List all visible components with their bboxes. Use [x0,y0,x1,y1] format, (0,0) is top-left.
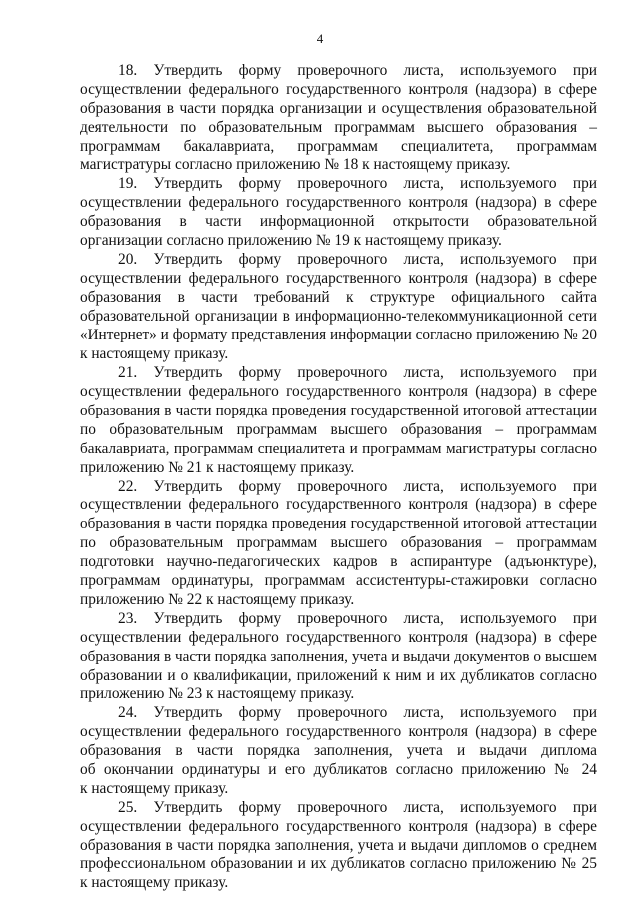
text-line: организации согласно приложению № 19 к настоящему приказу. [80,232,502,250]
text-line: к настоящему приказу. [80,874,229,892]
text-line: профессиональном образовании и их дубликатов согласно приложению № 25 [80,855,597,873]
text-line: образовании и о квалификации, приложений к ним и их дубликатов согласно [80,666,597,684]
text-line: по образовательным программам высшего образования – программам [80,420,597,438]
text-line: приложению № 22 к настоящему приказу. [80,590,355,608]
text-line: образования в части информационной открытости образовательной [80,213,597,231]
text-line: приложению № 21 к настоящему приказу. [80,458,355,476]
text-line: программам бакалавриата, программам специалитета, программам [80,137,597,155]
text-line: образования в части требований к структуре официального сайта [80,288,597,306]
paragraph-19 [80,175,597,251]
paragraph-20 [80,251,597,364]
text-line: образования в части порядка заполнения, учета и выдачи диплома [80,742,597,760]
text-line: образования в части порядка организации и осуществления образовательной [80,99,597,117]
text-line: 18. Утвердить форму проверочного листа, используемого при [118,62,597,79]
paragraph-23 [80,610,597,704]
text-line: 24. Утвердить форму проверочного листа, используемого при [118,704,597,722]
text-line: 20. Утвердить форму проверочного листа, используемого при [118,250,597,268]
paragraph-21 [80,364,597,477]
text-line: осуществлении федерального государственного контроля (надзора) в сфере [80,194,597,212]
text-line: осуществлении федерального государственного контроля (надзора) в сфере [80,383,597,401]
text-line: «Интернет» и формату представления информации согласно приложению № 20 [80,326,597,344]
text-line: образовательной организации в информационно-телекоммуникационной сети [80,307,597,325]
text-line: образования в части порядка проведения государственной итоговой аттестации [80,515,597,533]
text-line: осуществлении федерального государственного контроля (надзора) в сфере [80,496,597,514]
text-line: образования в части порядка заполнения, учета и выдачи дипломов о среднем [80,836,597,854]
paragraph-18 [80,62,597,175]
paragraph-22 [80,478,597,610]
document-body [80,62,597,893]
text-line: 25. Утвердить форму проверочного листа, используемого при [118,798,597,816]
text-line: программам ординатуры, программам ассистентуры-стажировки согласно [80,572,597,590]
text-line: 23. Утвердить форму проверочного листа, используемого при [118,609,597,627]
text-line: осуществлении федерального государственного контроля (надзора) в сфере [80,817,597,835]
text-line: об окончании ординатуры и его дубликатов согласно приложению № 24 [80,760,597,778]
text-line: магистратуры согласно приложению № 18 к настоящему приказу. [80,156,511,174]
paragraph-25 [80,799,597,893]
page-number: 4 [316,31,324,46]
text-line: осуществлении федерального государственного контроля (надзора) в сфере [80,723,597,741]
text-line: к настоящему приказу. [80,779,229,797]
text-line: образования в части порядка заполнения, учета и выдачи документов о высшем [80,647,597,665]
text-line: по образовательным программам высшего образования – программам [80,534,597,552]
text-line: 21. Утвердить форму проверочного листа, используемого при [118,364,597,382]
text-line: деятельности по образовательным программам высшего образования – [80,118,597,136]
text-line: приложению № 23 к настоящему приказу. [80,685,355,703]
text-line: образования в части порядка проведения государственной итоговой аттестации [80,402,597,420]
text-line: к настоящему приказу. [80,345,229,363]
text-line: 22. Утвердить форму проверочного листа, используемого при [118,477,597,495]
text-line: осуществлении федерального государственного контроля (надзора) в сфере [80,80,597,98]
text-line: осуществлении федерального государственного контроля (надзора) в сфере [80,628,597,646]
paragraph-24 [80,704,597,798]
text-line: подготовки научно-педагогических кадров в аспирантуре (адъюнктуре), [80,553,597,571]
text-line: осуществлении федерального государственного контроля (надзора) в сфере [80,269,597,287]
text-line: бакалавриата, программам специалитета и программам магистратуры согласно [80,439,597,457]
text-line: 19. Утвердить форму проверочного листа, используемого при [118,175,597,193]
